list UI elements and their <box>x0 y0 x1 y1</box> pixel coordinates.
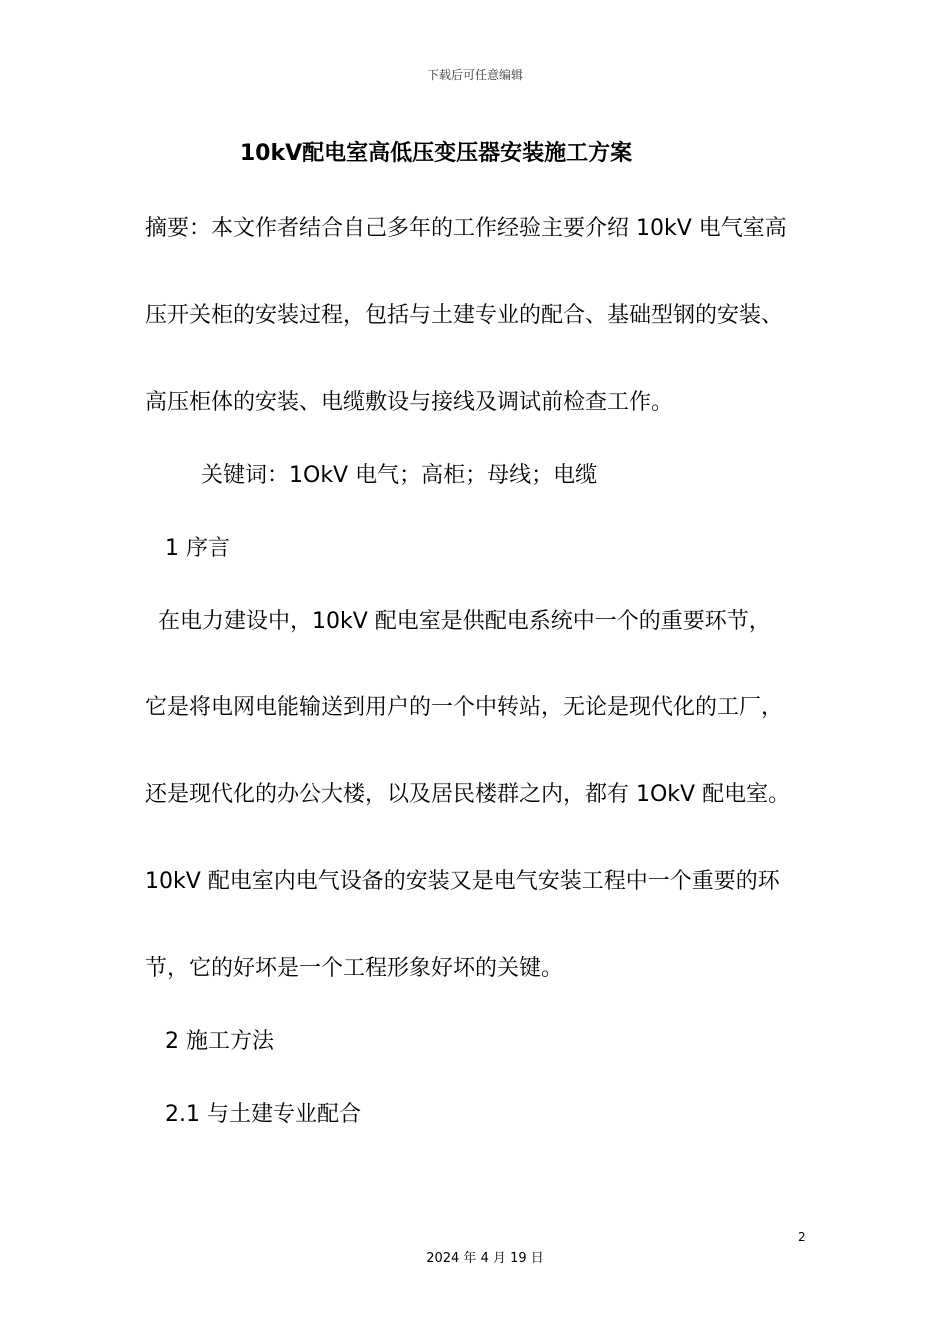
footer-date: 2024 年 4 月 19 日 <box>426 1251 544 1266</box>
section-2-1-heading: 2.1 与土建专业配合 <box>165 1102 361 1127</box>
header-note: 下载后可任意编辑 <box>426 68 523 82</box>
intro-line-3: 还是现代化的办公大楼，以及居民楼群之内，都有 1OkV 配电室。 <box>145 782 791 807</box>
keywords: 关键词：1OkV 电气；高柜；母线；电缆 <box>201 463 598 488</box>
abstract-line-2: 压开关柜的安装过程，包括与土建专业的配合、基础型钢的安装、 <box>145 303 784 328</box>
intro-line-2: 它是将电网电能输送到用户的一个中转站，无论是现代化的工厂， <box>145 695 784 720</box>
intro-line-5: 节，它的好坏是一个工程形象好坏的关键。 <box>145 956 564 981</box>
abstract-line-3: 高压柜体的安装、电缆敷设与接线及调试前检查工作。 <box>145 390 674 415</box>
intro-line-4: 10kV 配电室内电气设备的安装又是电气安装工程中一个重要的环 <box>145 869 780 894</box>
document-title: 10kV配电室高低压变压器安装施工方案 <box>239 141 633 166</box>
section-1-heading: 1 序言 <box>165 536 230 561</box>
intro-line-1: 在电力建设中，10kV 配电室是供配电系统中一个的重要环节， <box>158 609 771 634</box>
page-number: 2 <box>798 1230 806 1244</box>
abstract-line-1: 摘要：本文作者结合自己多年的工作经验主要介绍 10kV 电气室高 <box>145 216 787 241</box>
section-2-heading: 2 施工方法 <box>165 1029 274 1054</box>
